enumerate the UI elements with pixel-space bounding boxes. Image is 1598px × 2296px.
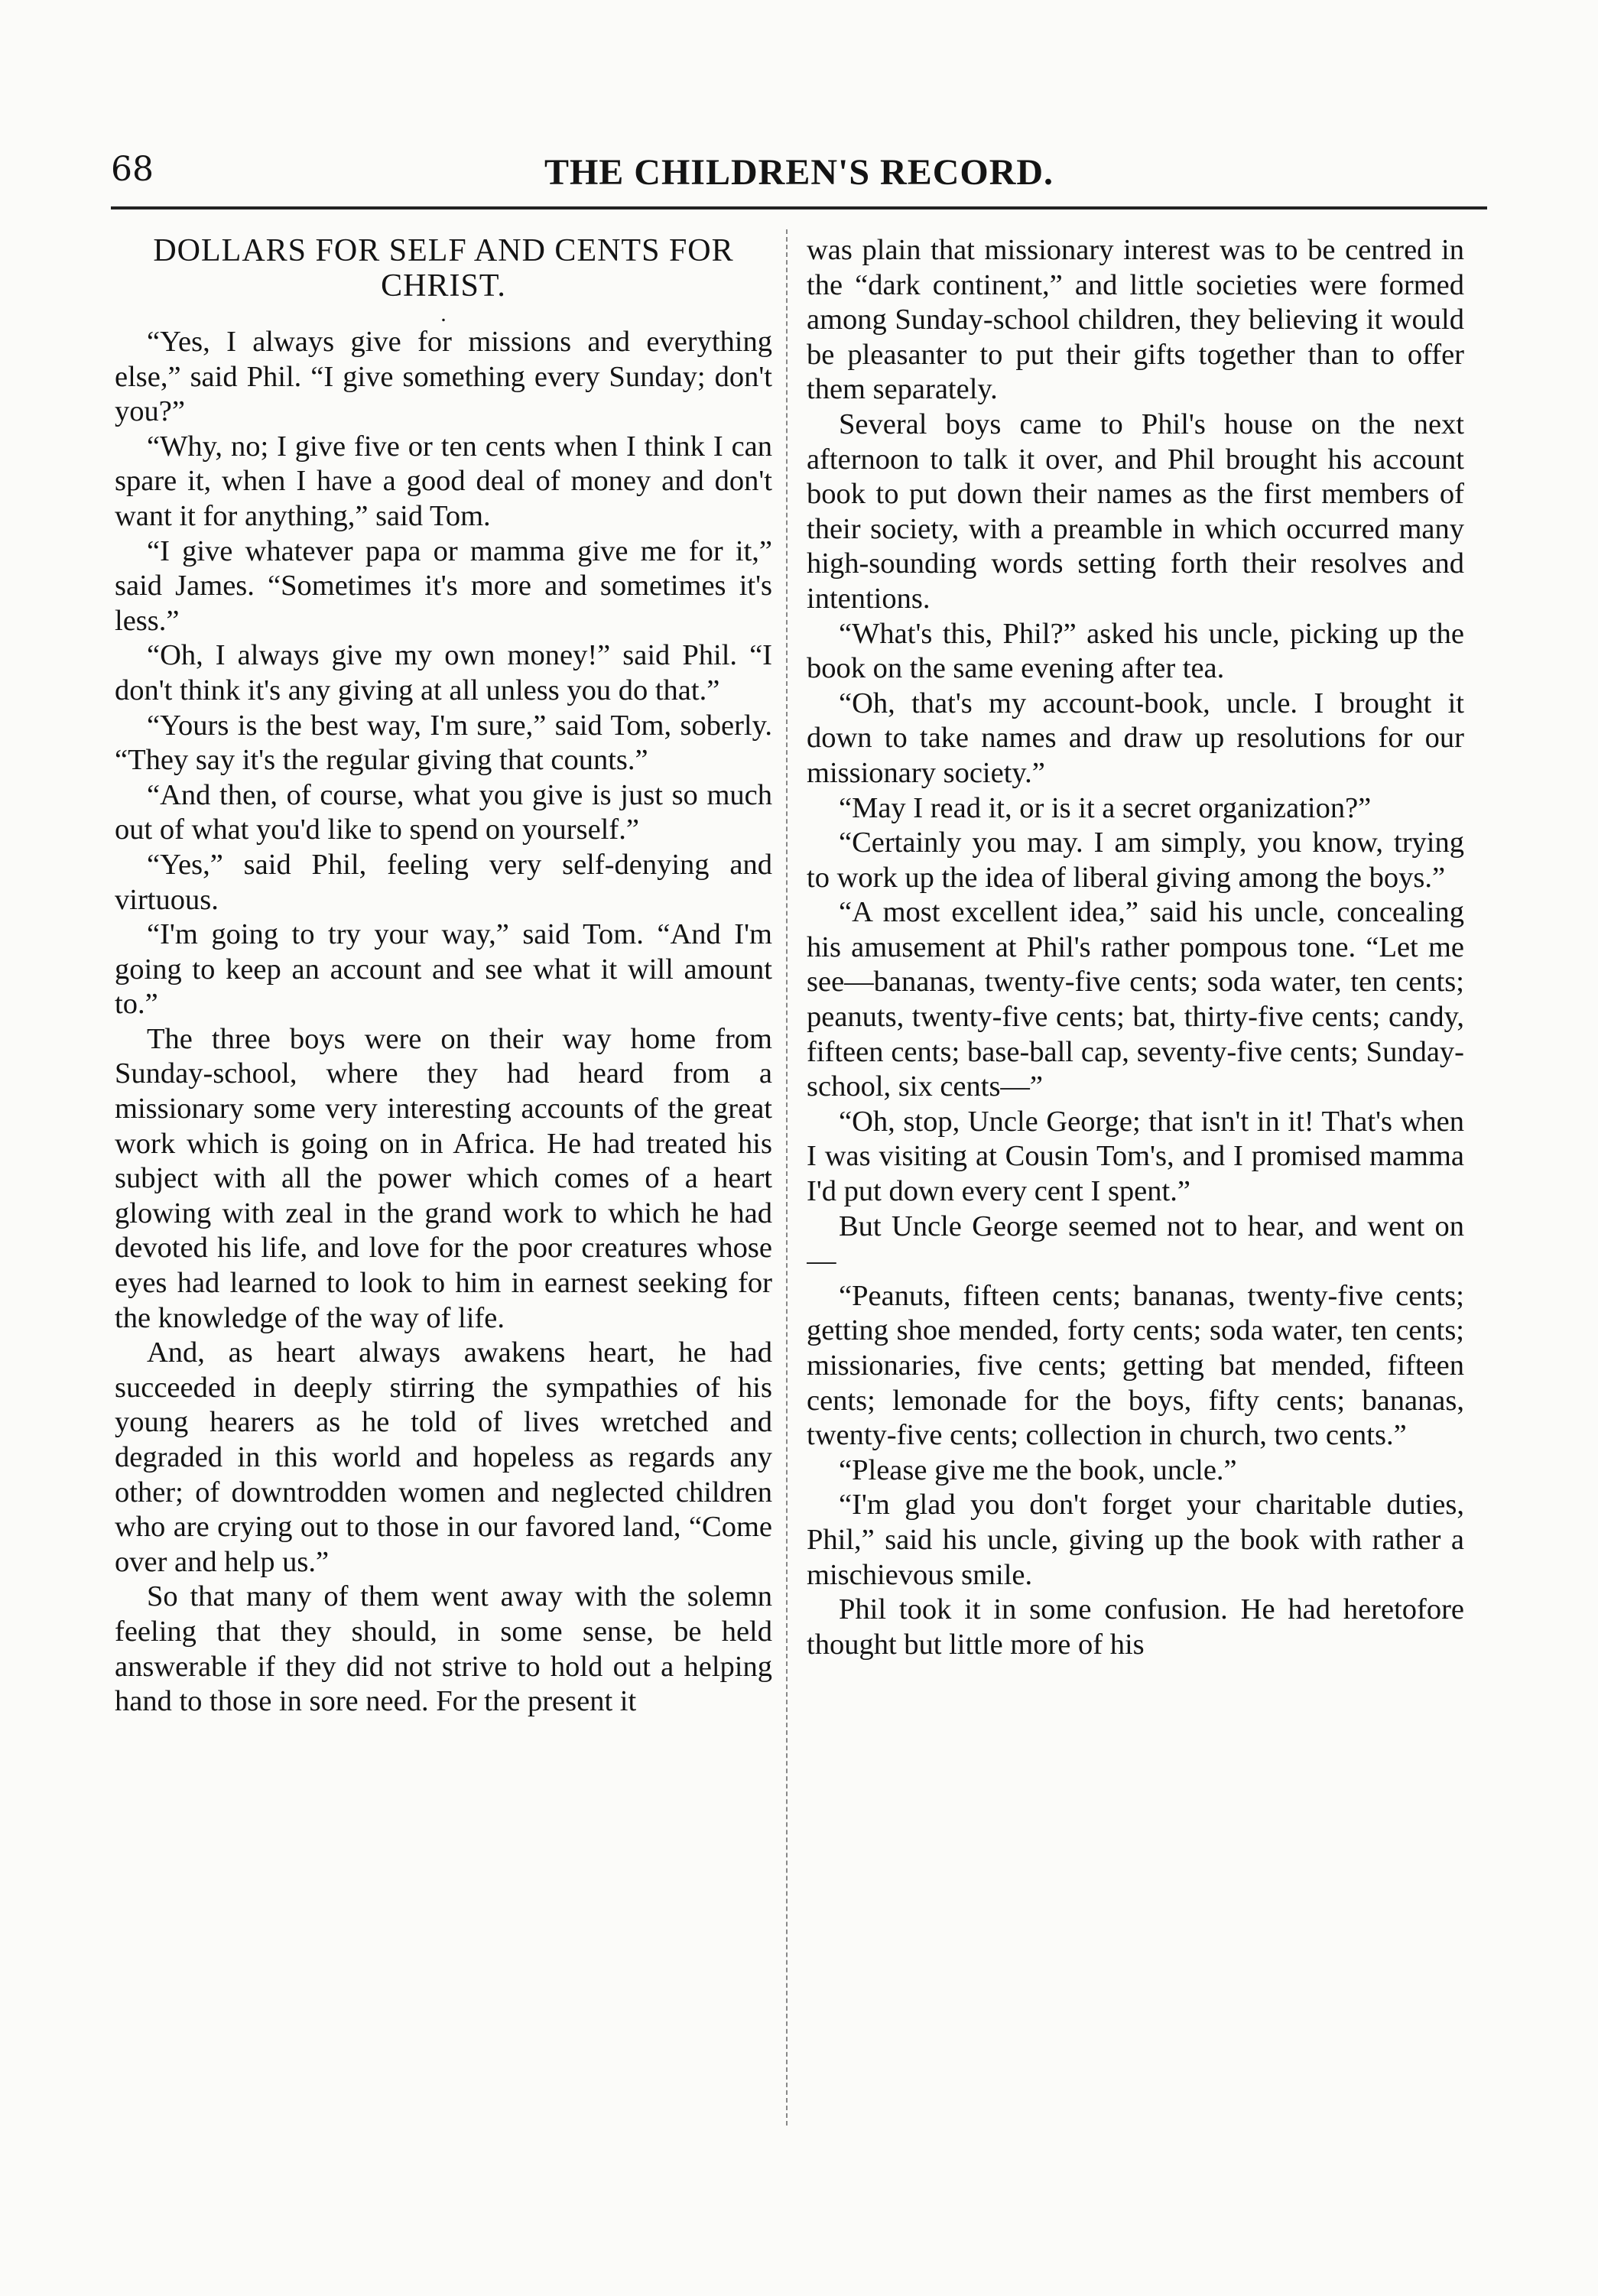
paragraph: “Oh, stop, Uncle George; that isn't in it! That's when I was visiting at Cousin Tom's, and I promised mamma I'd put down every cent I spent.” <box>807 1105 1464 1208</box>
paragraph: “Certainly you may. I am simply, you know, trying to work up the idea of liberal giving among the boys.” <box>807 826 1464 894</box>
left-column <box>115 233 772 2221</box>
paragraph: “Yes, I always give for missions and everything else,” said Phil. “I give something every Sunday; don't you?” <box>115 326 772 428</box>
paragraph: Several boys came to Phil's house on the next afternoon to talk it over, and Phil brought his account book to put down their names as the first members of their society, with a preamble in which occurred many high-sounding words setting forth their resolves and intentions. <box>807 408 1464 615</box>
paragraph: “Yours is the best way, I'm sure,” said Tom, soberly. “They say it's the regular giving that counts.” <box>115 709 772 777</box>
paragraph: “Why, no; I give five or ten cents when I think I can spare it, when I have a good deal of money and don't want it for anything,” said Tom. <box>115 430 772 532</box>
paragraph: “I give whatever papa or mamma give me for it,” said James. “Sometimes it's more and sometimes it's less.” <box>115 534 772 637</box>
paragraph: The three boys were on their way home from Sunday-school, where they had heard from a missionary some very interesting accounts of the great work which is going on in Africa. He had treated his subject with all the power which comes of a heart glowing with zeal in the grand work to which he had devoted his life, and love for the poor creatures whose eyes had learned to look to him in earnest seeking for the knowledge of the way of life. <box>115 1022 772 1334</box>
paragraph: “May I read it, or is it a secret organization?” <box>839 791 1372 824</box>
paragraph: “Oh, I always give my own money!” said Phil. “I don't think it's any giving at all unless you do that.” <box>115 639 772 706</box>
header-rule <box>111 206 1487 209</box>
paragraph: “I'm going to try your way,” said Tom. “And I'm going to keep an account and see what it will amount to.” <box>115 918 772 1021</box>
paragraph: “And then, of course, what you give is just so much out of what you'd like to spend on yourself.” <box>115 778 772 846</box>
running-title: THE CHILDREN'S RECORD. <box>544 152 1054 193</box>
paragraph: So that many of them went away with the solemn feeling that they should, in some sense, be held answerable if they did not strive to hold out a helping hand to those in sore need. For the present it <box>115 1580 772 1718</box>
column-divider <box>786 229 788 2126</box>
paragraph: “Please give me the book, uncle.” <box>839 1453 1237 1486</box>
right-column <box>807 233 1464 2221</box>
paragraph: Phil took it in some confusion. He had heretofore thought but little more of his <box>807 1593 1464 1661</box>
paragraph: “What's this, Phil?” asked his uncle, picking up the book on the same evening after tea. <box>807 617 1464 685</box>
paragraph: And, as heart always awakens heart, he had succeeded in deeply stirring the sympathies of his young hearers as he told of lives wretched and degraded in this world and hopeless as regards any other; of downtrodden women and neglected children who are crying out to those in our favored land, “Come over and help us.” <box>115 1336 772 1578</box>
article-title: DOLLARS FOR SELF AND CENTS FOR CHRIST. <box>153 233 734 304</box>
paragraph: “Peanuts, fifteen cents; bananas, twenty-five cents; getting shoe mended, forty cents; soda water, ten cents; missionaries, five cents; getting bat mended, fifteen cents; lemonade for the boys, fifty cents; bananas, twenty-five cents; collection in church, two cents.” <box>807 1279 1464 1452</box>
paragraph-continuation: was plain that missionary interest was to be centred in the “dark continent,” and little societies were formed among Sunday-school children, they believing it would be pleasanter to put their gifts together than to offer them separately. <box>807 234 1464 406</box>
paragraph: But Uncle George seemed not to hear, and went on— <box>807 1210 1464 1278</box>
page-number: 68 <box>111 150 154 189</box>
paragraph: “I'm glad you don't forget your charitable duties, Phil,” said his uncle, giving up the book with rather a mischievous smile. <box>807 1489 1464 1591</box>
paragraph: “A most excellent idea,” said his uncle, concealing his amusement at Phil's rather pompous tone. “Let me see—bananas, twenty-five cents; soda water, ten cents; peanuts, twenty-five cents; bat, thirty-five cents; candy, fifteen cents; base-ball cap, seventy-five cents; Sunday-school, six cents—” <box>807 896 1464 1103</box>
title-ornament: . <box>440 301 447 326</box>
paragraph: “Oh, that's my account-book, uncle. I brought it down to take names and draw up resolutions for our missionary society.” <box>807 687 1464 789</box>
paragraph: “Yes,” said Phil, feeling very self-denying and virtuous. <box>115 848 772 916</box>
